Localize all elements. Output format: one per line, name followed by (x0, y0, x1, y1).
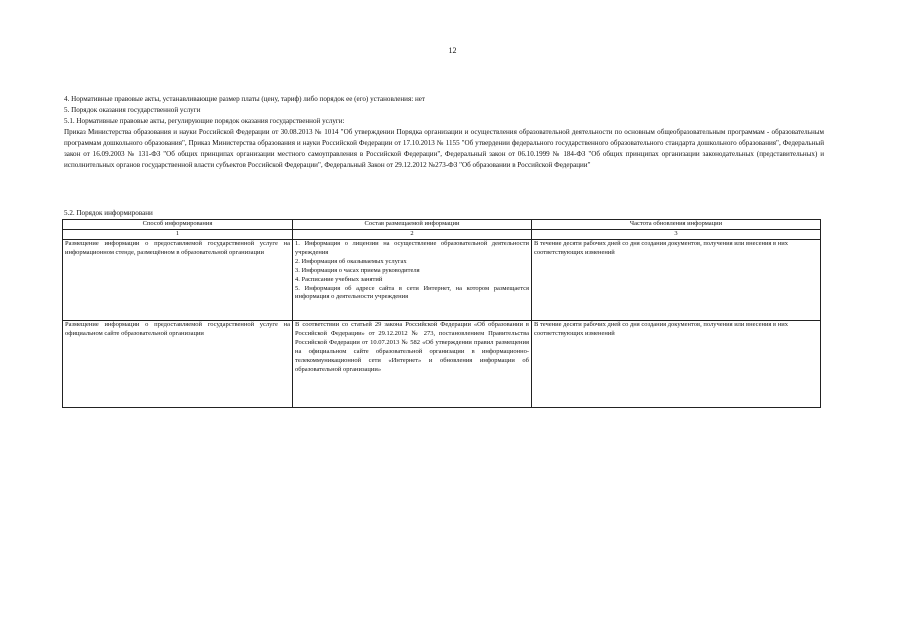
content-line: 3. Информация о часах приема руководителя (295, 266, 420, 274)
cell-content (293, 240, 532, 321)
header-frequency: Частота обновления информации (532, 220, 821, 230)
table-row (63, 240, 821, 321)
cell-method: Размещение информации о предоставляемой государственной услуге на официальном сайте образовательной организации (63, 321, 293, 408)
content-line: В соответствии со статьей 29 закона Российской Федерации «Об образовании в Российской Федерации» от 29.12.2012 № 273, постановлением Правительства Российской Федерации от 10.07.2013 № 582 «Об утверждении правил размещения на официальном сайте образовательной организации в информационно-телекоммуникационной сети «Интернет» и обновления информации об образовательной организации» (295, 321, 529, 373)
cell-frequency: В течение десяти рабочих дней со дня создания документов, получения или внесения в них соответствующих изменений (532, 321, 821, 408)
section-5-title: 5. Порядок оказания государственной услуги (64, 106, 201, 114)
column-number-2: 2 (293, 230, 532, 240)
table-header-row (63, 220, 821, 230)
cell-method: Размещение информации о предоставляемой государственной услуге на информационном стенде, размещённом в образовательной организации (63, 240, 293, 321)
content-line: 4. Расписание учебных занятий (295, 275, 383, 283)
content-line: 5. Информация об адресе сайта в сети Интернет, на котором размещается информация о деятельности учреждения (295, 284, 529, 301)
content-line: 1. Информация о лицензии на осуществление образовательной деятельности учреждения (295, 240, 529, 256)
header-method: Способ информирования (63, 220, 293, 230)
cell-content (293, 321, 532, 408)
document-body (64, 94, 824, 171)
page-number: 12 (448, 46, 457, 55)
content-line: 2. Информация об оказываемых услугах (295, 257, 407, 265)
header-content: Состав размещаемой информации (293, 220, 532, 230)
section-4-text: 4. Нормативные правовые акты, устанавливающие размер платы (цену, тариф) либо порядок ее (его) установления: нет (64, 95, 426, 103)
table-number-row (63, 230, 821, 240)
normative-acts-text: Приказ Министерства образования и науки Российской Федерации от 30.08.2013 № 1014 "Об утверждении Порядка организации и осуществления образовательной деятельности по основным общеобразовательным программам - образовательным программам дошкольного образования", Приказ Министерства образования и науки Российской Федерации от 17.10.2013 № 1155 "Об утвердении федерального государственного образовательного стандарта дошкольного образования", Федеральный закон от 16.09.2003 № 131-ФЗ "Об общих принципах организации местного самоуправления в Российской Федерации", Федеральный закон от 06.10.1999 № 184-ФЗ "Об общих принципах организации законодательных (представительных) и исполнительных органов государственной власти субъектов Российской Федерации", Федеральный Закон от 29.12.2012 №273-ФЗ "Об образовании в Российской Федерации" (64, 128, 824, 169)
informing-table (62, 219, 821, 408)
column-number-1: 1 (63, 230, 293, 240)
table-row (63, 321, 821, 408)
cell-frequency: В течение десяти рабочих дней со дня создания документов, получения или внесения в них соответствующих изменений (532, 240, 821, 321)
section-5-2-title: 5.2. Порядок информировани (64, 209, 153, 217)
section-5-1-title: 5.1. Нормативные правовые акты, регулирующие порядок оказания государственной услуги: (64, 117, 345, 125)
column-number-3: 3 (532, 230, 821, 240)
